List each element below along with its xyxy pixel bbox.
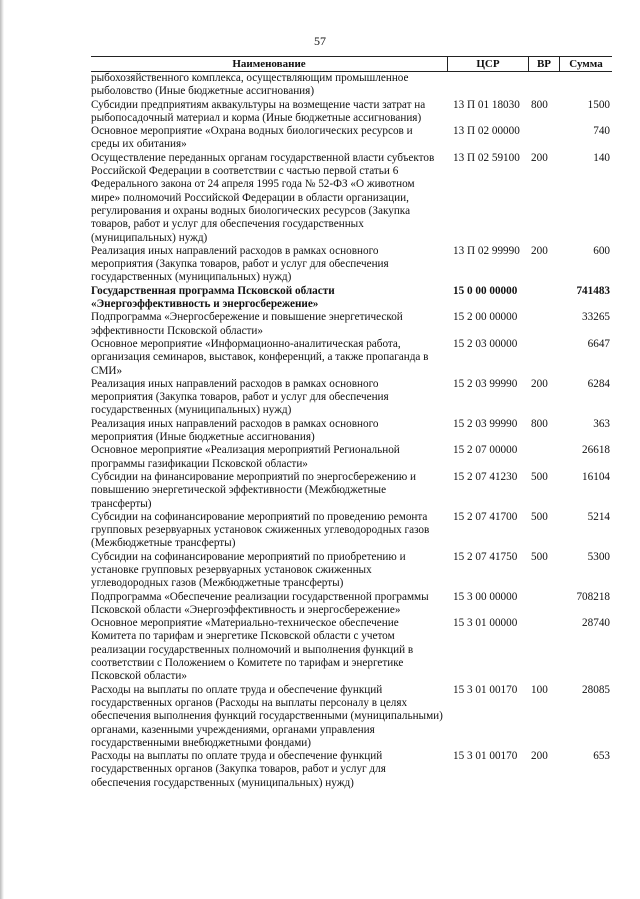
table-header [91, 56, 612, 72]
row-vr [527, 285, 557, 312]
row-vr: 200 [531, 750, 548, 763]
row-vr [527, 125, 557, 152]
row-name: Государственная программа Псковской области «Энергоэффективность и энергосбережение» [91, 284, 335, 311]
row-sum: 5300 [587, 550, 610, 563]
row-name: Реализация иных направлений расходов в рамках основного мероприятия (Закупка товаров, работ и услуг для обеспечения государственных (муниципальных) нужд) [91, 244, 389, 284]
row-sum: 5214 [587, 510, 610, 523]
row-sum: 363 [593, 417, 610, 430]
row-name: Субсидии предприятиям аквакультуры на возмещение части затрат на рыбопосадочный материал и корма (Иные бюджетные ассигнования) [91, 98, 426, 124]
row-sum: 708218 [576, 590, 610, 603]
table-row [91, 511, 612, 551]
row-vr: 500 [531, 470, 548, 483]
row-sum: 600 [593, 244, 610, 257]
row-csr: 13 П 01 18030 [453, 98, 520, 111]
table-row [91, 444, 612, 471]
row-name: Реализация иных направлений расходов в рамках основного мероприятия (Закупка товаров, работ и услуг для обеспечения государственных (муниципальных) нужд) [91, 377, 389, 417]
row-vr [527, 591, 557, 618]
row-name: Подпрограмма «Обеспечение реализации государственной программы Псковской области «Энергоэффективность и энергосбережение» [91, 590, 429, 616]
table-row [91, 418, 612, 445]
row-name: Субсидии на софинансирование мероприятий по проведению ремонта групповых резервуарных установок сжиженных углеводородных газов (Межбюджетные трансферты) [91, 510, 430, 550]
row-vr [527, 311, 557, 338]
row-csr: 15 3 00 00000 [453, 590, 518, 603]
scan-edge-shadow [0, 0, 4, 899]
table-row [91, 72, 612, 99]
row-csr: 13 П 02 00000 [453, 125, 520, 138]
row-sum: 6284 [587, 377, 610, 390]
table-row [91, 750, 612, 790]
row-name: Подпрограмма «Энергосбережение и повышение энергетической эффективности Псковской области» [91, 311, 403, 337]
row-sum: 28740 [582, 617, 610, 630]
row-csr: 15 3 01 00170 [453, 683, 518, 696]
row-csr: 15 2 07 41700 [453, 510, 518, 523]
row-sum [557, 72, 612, 99]
row-csr [447, 72, 527, 99]
row-vr [527, 444, 557, 471]
row-vr [527, 617, 557, 683]
table-row [91, 378, 612, 418]
row-vr: 100 [531, 683, 548, 696]
row-sum: 16104 [582, 470, 610, 483]
row-name: Субсидии на финансирование мероприятий по энергосбережению и повышению энергетической эффективности (Межбюджетные трансферты) [91, 470, 416, 510]
row-name: рыбохозяйственного комплекса, осуществляющим промышленное рыболовство (Иные бюджетные ассигнования) [91, 72, 409, 98]
table-row [91, 338, 612, 378]
row-name: Осуществление переданных органам государственной власти субъектов Российской Федерации в соответствии с частью первой статьи 6 Федерального закона от 24 апреля 1995 года № 52-ФЗ «О животном мире» полномочий Российской Федерации в области организации, регулирования и охраны водных биологических ресурсов (Закупка товаров, работ и услуг для обеспечения государственных (муниципальных) нужд) [91, 151, 435, 244]
row-csr: 15 2 03 99990 [453, 377, 518, 390]
row-name: Основное мероприятие «Реализация мероприятий Региональной программы газификации Псковской области» [91, 444, 400, 470]
row-csr: 15 3 01 00170 [453, 750, 518, 763]
row-sum: 33265 [582, 311, 610, 324]
table-row [91, 125, 612, 152]
row-vr: 800 [531, 417, 548, 430]
row-sum: 653 [593, 750, 610, 763]
table-body [91, 72, 612, 790]
header-csr: ЦСР [448, 57, 529, 71]
table-row [91, 311, 612, 338]
row-vr: 800 [531, 98, 548, 111]
header-sum: Сумма [569, 58, 603, 70]
table-row [91, 152, 612, 245]
row-sum: 6647 [587, 337, 610, 350]
table-row [91, 591, 612, 618]
row-csr: 15 3 01 00000 [453, 617, 518, 630]
row-csr: 15 2 07 41230 [453, 470, 518, 483]
row-vr: 200 [531, 151, 548, 164]
row-csr: 15 0 00 00000 [453, 284, 518, 297]
row-csr: 13 П 02 99990 [453, 244, 520, 257]
row-name: Основное мероприятие «Информационно-аналитическая работа, организация семинаров, выставок, конференций, а также пропаганда в СМИ» [91, 337, 429, 377]
row-name: Расходы на выплаты по оплате труда и обеспечение функций государственных органов (Закупка товаров, работ и услуг для обеспечения государственных (муниципальных) нужд) [91, 750, 386, 789]
row-sum: 26618 [582, 444, 610, 457]
row-vr: 500 [531, 550, 548, 563]
row-name: Основное мероприятие «Материально-техническое обеспечение Комитета по тарифам и энергетике Псковской области с учетом реализации государственных полномочий и выполнения функций в соответствии с Положением о Комитете по тарифам и энергетике Псковской области» [91, 617, 414, 683]
row-vr: 500 [531, 510, 548, 523]
row-name: Реализация иных направлений расходов в рамках основного мероприятия (Иные бюджетные ассигнования) [91, 417, 379, 444]
row-name: Основное мероприятие «Охрана водных биологических ресурсов и среды их обитания» [91, 125, 413, 151]
row-sum: 741483 [576, 284, 610, 297]
row-csr: 15 2 07 41750 [453, 550, 518, 563]
budget-table [91, 56, 612, 790]
header-name: Наименование [91, 57, 448, 71]
table-row [91, 245, 612, 285]
row-vr [527, 72, 557, 99]
row-vr: 200 [531, 244, 548, 257]
row-name: Расходы на выплаты по оплате труда и обеспечение функций государственных органов (Расходы на выплаты персоналу в целях обеспечения выполнения функций государственными (муниципальными) органами, казенными учреждениями, органами управления государственными внебюджетными фондами) [91, 683, 443, 749]
row-sum: 140 [593, 151, 610, 164]
row-csr: 15 2 00 00000 [453, 311, 518, 324]
row-csr: 13 П 02 59100 [453, 151, 520, 164]
row-sum: 740 [593, 125, 610, 138]
row-csr: 15 2 03 99990 [453, 417, 518, 430]
row-sum: 1500 [587, 98, 610, 111]
table-row [91, 285, 612, 312]
row-csr: 15 2 07 00000 [453, 444, 518, 457]
table-row [91, 99, 612, 126]
row-vr [527, 338, 557, 378]
table-row [91, 551, 612, 591]
row-csr: 15 2 03 00000 [453, 337, 518, 350]
page-number: 57 [314, 34, 326, 48]
table-row [91, 617, 612, 683]
row-vr: 200 [531, 377, 548, 390]
table-row [91, 684, 612, 750]
row-name: Субсидии на софинансирование мероприятий по приобретению и установке групповых резервуарных установок сжиженных углеводородных газов (Межбюджетные трансферты) [91, 550, 406, 590]
row-sum: 28085 [582, 683, 610, 696]
header-vr: ВР [529, 57, 560, 71]
table-row [91, 471, 612, 511]
